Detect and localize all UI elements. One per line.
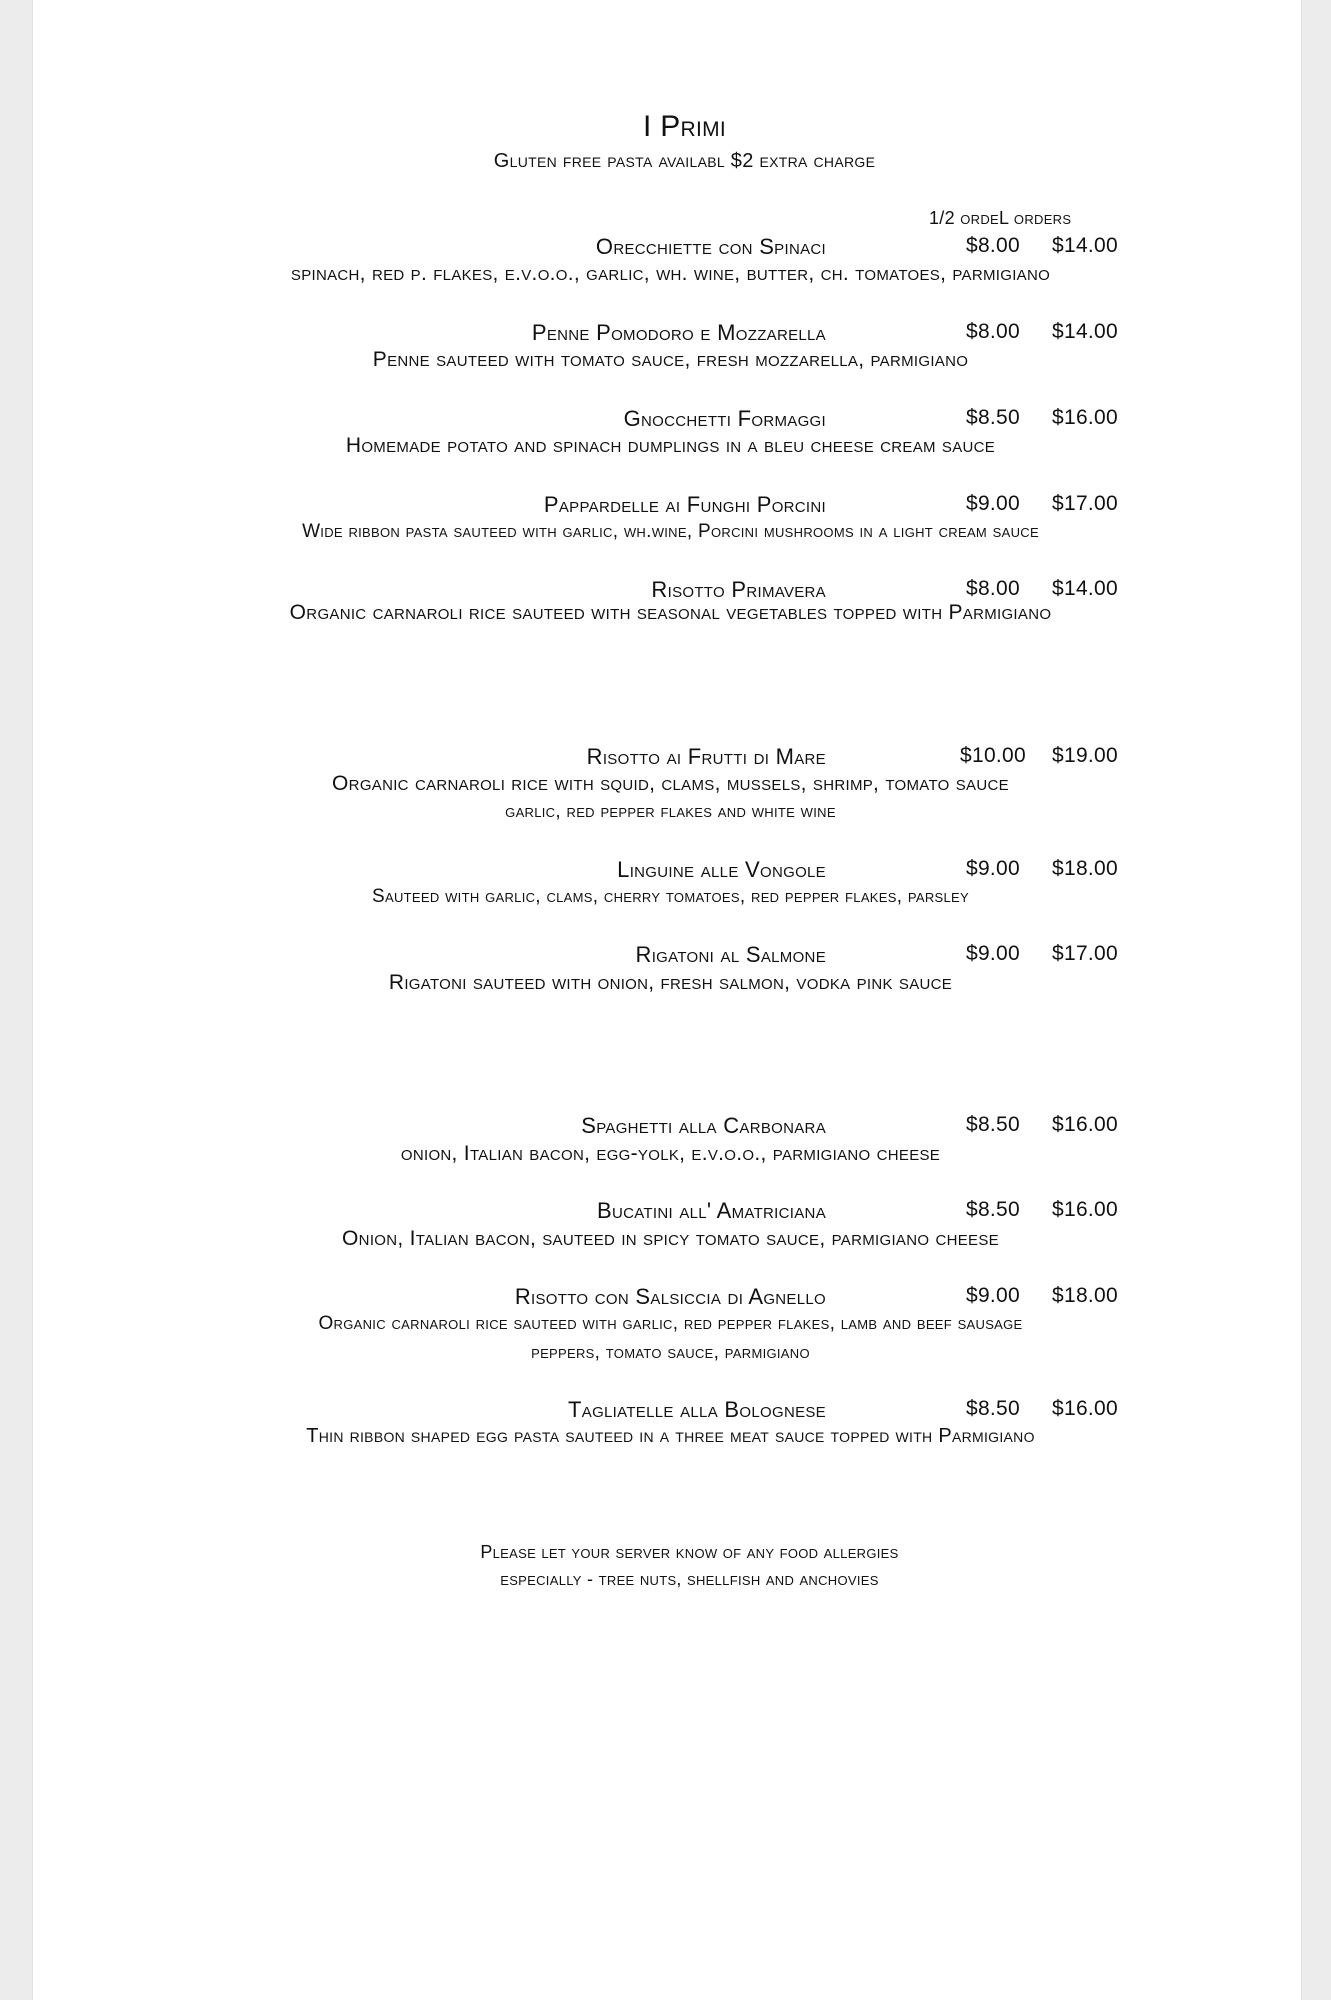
item-full-price: $19.00	[1051, 744, 1119, 767]
item-description-line2: peppers, tomato sauce, parmigiano	[531, 1342, 810, 1363]
item-half-price: $10.00	[959, 744, 1027, 767]
item-description: Onion, Italian bacon, sauteed in spicy tomato sauce, parmigiano cheese	[342, 1227, 999, 1250]
item-half-price: $8.00	[965, 320, 1021, 343]
menu-page	[32, 0, 1302, 2000]
item-name: Risotto con Salsiccia di Agnello	[514, 1284, 826, 1309]
item-half-price: $9.00	[965, 492, 1021, 515]
item-name: Linguine alle Vongole	[617, 857, 826, 882]
item-full-price: $17.00	[1051, 492, 1119, 515]
item-full-price: $16.00	[1051, 1397, 1119, 1420]
price-column-header: 1/2 ordeL orders	[929, 208, 1072, 228]
item-half-price: $9.00	[965, 857, 1021, 880]
item-full-price: $14.00	[1051, 320, 1119, 343]
menu-subtitle: Gluten free pasta availabl $2 extra charge	[493, 150, 876, 172]
item-full-price: $14.00	[1051, 234, 1119, 257]
item-full-price: $16.00	[1051, 1113, 1119, 1136]
item-description: Homemade potato and spinach dumplings in a bleu cheese cream sauce	[345, 434, 996, 457]
item-name: Gnocchetti Formaggi	[623, 406, 826, 431]
item-name: Penne Pomodoro e Mozzarella	[531, 320, 826, 345]
item-description: Sauteed with garlic, clams, cherry tomatoes, red pepper flakes, parsley	[372, 886, 969, 907]
item-description: Organic carnaroli rice sauteed with seasonal vegetables topped with Parmigiano	[289, 601, 1052, 624]
item-description: spinach, red p. flakes, e.v.o.o., garlic, wh. wine, butter, ch. tomatoes, parmigiano	[290, 262, 1051, 285]
item-half-price: $9.00	[965, 942, 1021, 965]
item-full-price: $16.00	[1051, 406, 1119, 429]
item-name: Pappardelle ai Funghi Porcini	[543, 492, 826, 517]
item-half-price: $8.50	[965, 406, 1021, 429]
item-description: Thin ribbon shaped egg pasta sauteed in a three meat sauce topped with Parmigiano	[306, 1425, 1035, 1447]
item-name: Orecchiette con Spinaci	[595, 234, 826, 259]
item-description: Organic carnaroli rice with squid, clams, mussels, shrimp, tomato sauce	[332, 772, 1009, 795]
item-description: Penne sauteed with tomato sauce, fresh mozzarella, parmigiano	[372, 348, 969, 371]
item-full-price: $17.00	[1051, 942, 1119, 965]
item-full-price: $18.00	[1051, 857, 1119, 880]
item-full-price: $16.00	[1051, 1198, 1119, 1221]
item-half-price: $8.00	[965, 577, 1021, 600]
item-half-price: $8.00	[965, 234, 1021, 257]
item-name: Risotto ai Frutti di Mare	[586, 744, 826, 769]
item-name: Bucatini all' Amatriciana	[596, 1198, 826, 1223]
allergy-note-line1: Please let your server know of any food allergies	[480, 1542, 899, 1562]
item-description: Rigatoni sauteed with onion, fresh salmon, vodka pink sauce	[388, 971, 953, 994]
item-half-price: $8.50	[965, 1397, 1021, 1420]
item-description-line2: garlic, red pepper flakes and white wine	[505, 801, 836, 822]
item-name: Risotto Primavera	[651, 577, 826, 602]
item-description: Organic carnaroli rice sauteed with garlic, red pepper flakes, lamb and beef sausage	[318, 1313, 1023, 1334]
item-description: Wide ribbon pasta sauteed with garlic, wh.wine, Porcini mushrooms in a light cream sauce	[302, 521, 1039, 542]
allergy-note-line2: especially - tree nuts, shellfish and anchovies	[500, 1569, 879, 1589]
item-half-price: $8.50	[965, 1198, 1021, 1221]
item-name: Rigatoni al Salmone	[635, 942, 826, 967]
item-name: Spaghetti alla Carbonara	[581, 1113, 826, 1138]
item-description: onion, Italian bacon, egg-yolk, e.v.o.o., parmigiano cheese	[400, 1142, 941, 1165]
item-full-price: $18.00	[1051, 1284, 1119, 1307]
item-half-price: $9.00	[965, 1284, 1021, 1307]
item-name: Tagliatelle alla Bolognese	[568, 1397, 826, 1422]
item-half-price: $8.50	[965, 1113, 1021, 1136]
menu-title: I Primi	[642, 110, 727, 143]
item-full-price: $14.00	[1051, 577, 1119, 600]
